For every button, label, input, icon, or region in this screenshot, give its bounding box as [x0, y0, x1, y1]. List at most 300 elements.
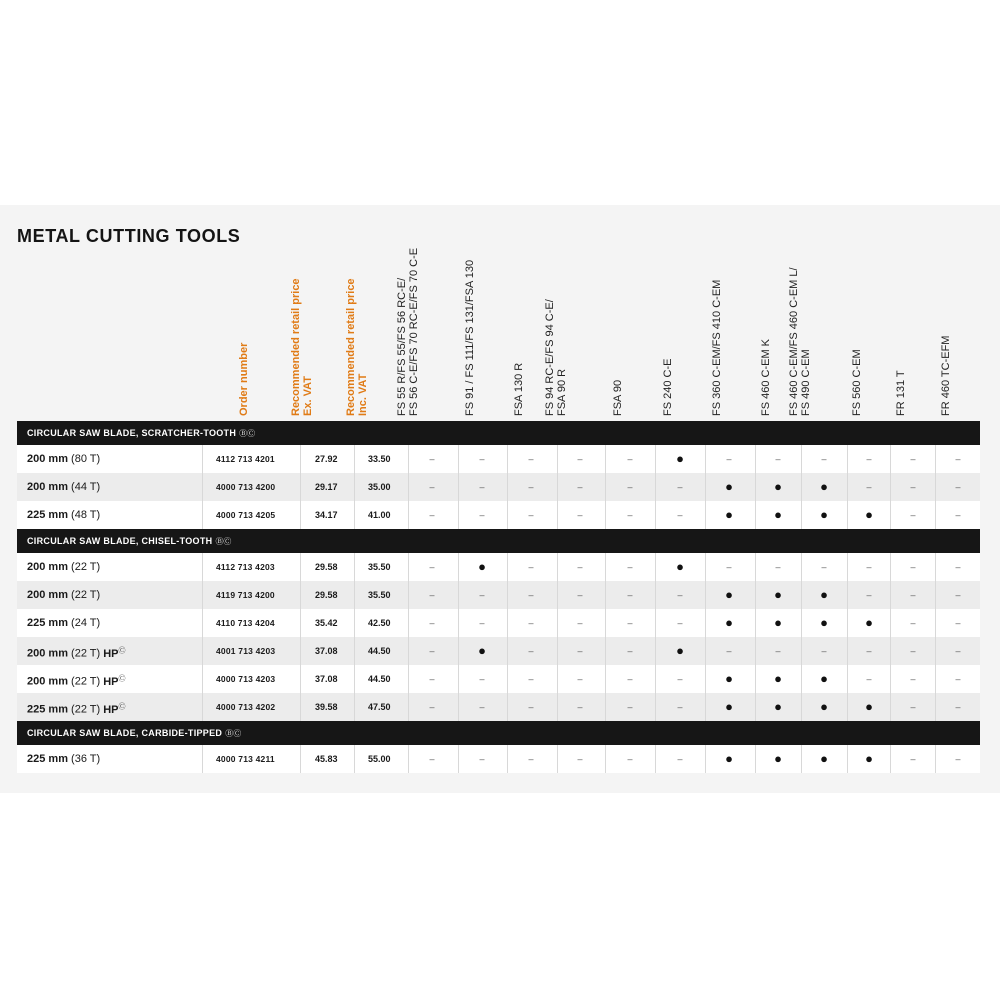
- column-divider: [801, 609, 802, 637]
- section-header: [17, 421, 980, 445]
- column-divider: [890, 745, 891, 773]
- not-compatible-dash-icon: –: [479, 482, 485, 492]
- column-divider: [705, 693, 706, 721]
- column-divider: [755, 501, 756, 529]
- not-compatible-dash-icon: –: [429, 674, 435, 684]
- order-number: 4001 713 4203: [216, 646, 276, 656]
- column-divider: [300, 693, 301, 721]
- column-divider: [408, 553, 409, 581]
- price-ex-vat: 34.17: [315, 510, 338, 520]
- not-compatible-dash-icon: –: [429, 754, 435, 764]
- not-compatible-dash-icon: –: [866, 674, 872, 684]
- column-divider: [458, 745, 459, 773]
- not-compatible-dash-icon: –: [429, 590, 435, 600]
- not-compatible-dash-icon: –: [429, 702, 435, 712]
- column-divider: [847, 581, 848, 609]
- not-compatible-dash-icon: –: [528, 562, 534, 572]
- order-number: 4000 713 4211: [216, 754, 275, 764]
- column-divider: [605, 445, 606, 473]
- column-divider: [458, 553, 459, 581]
- column-divider: [755, 473, 756, 501]
- column-divider: [458, 637, 459, 665]
- column-divider: [202, 693, 203, 721]
- price-inc-vat: 44.50: [368, 646, 391, 656]
- table-row: [17, 501, 980, 529]
- column-divider: [801, 637, 802, 665]
- column-divider: [507, 553, 508, 581]
- column-divider: [557, 693, 558, 721]
- column-divider: [935, 553, 936, 581]
- not-compatible-dash-icon: –: [910, 590, 916, 600]
- not-compatible-dash-icon: –: [528, 618, 534, 628]
- not-compatible-dash-icon: –: [910, 646, 916, 656]
- not-compatible-dash-icon: –: [866, 482, 872, 492]
- column-divider: [755, 693, 756, 721]
- column-divider: [408, 501, 409, 529]
- not-compatible-dash-icon: –: [627, 454, 633, 464]
- column-divider: [507, 501, 508, 529]
- blade-size: [27, 745, 100, 773]
- section-symbols: ⒷⒸ: [215, 537, 232, 546]
- blade-size: [27, 445, 100, 473]
- column-divider: [300, 745, 301, 773]
- not-compatible-dash-icon: –: [910, 510, 916, 520]
- price-ex-vat: 45.83: [315, 754, 338, 764]
- not-compatible-dash-icon: –: [910, 674, 916, 684]
- column-divider: [655, 609, 656, 637]
- price-inc-vat: 35.50: [368, 562, 391, 572]
- column-divider: [408, 445, 409, 473]
- blade-diameter: 225 mm: [27, 703, 68, 716]
- column-divider: [507, 665, 508, 693]
- blade-size: [27, 581, 100, 609]
- column-divider: [705, 745, 706, 773]
- column-divider: [408, 473, 409, 501]
- not-compatible-dash-icon: –: [577, 510, 583, 520]
- compatible-dot-icon: ●: [820, 587, 828, 602]
- price-inc-vat: 47.50: [368, 702, 391, 712]
- not-compatible-dash-icon: –: [910, 562, 916, 572]
- not-compatible-dash-icon: –: [775, 646, 781, 656]
- column-divider: [847, 501, 848, 529]
- column-divider: [847, 553, 848, 581]
- table-row: [17, 745, 980, 773]
- column-divider: [890, 473, 891, 501]
- column-divider: [507, 745, 508, 773]
- column-divider: [705, 665, 706, 693]
- not-compatible-dash-icon: –: [577, 590, 583, 600]
- column-divider: [300, 609, 301, 637]
- blade-teeth: (22 T): [67, 647, 101, 660]
- column-divider: [354, 445, 355, 473]
- blade-size: [27, 609, 100, 637]
- column-divider: [408, 581, 409, 609]
- not-compatible-dash-icon: –: [866, 646, 872, 656]
- column-divider: [935, 473, 936, 501]
- not-compatible-dash-icon: –: [479, 510, 485, 520]
- section-header: [17, 529, 980, 553]
- column-divider: [458, 581, 459, 609]
- column-divider: [935, 745, 936, 773]
- not-compatible-dash-icon: –: [479, 618, 485, 628]
- blade-teeth: (22 T): [67, 561, 101, 573]
- column-divider: [202, 637, 203, 665]
- column-divider: [605, 693, 606, 721]
- compatible-dot-icon: ●: [676, 451, 684, 466]
- not-compatible-dash-icon: –: [429, 618, 435, 628]
- table-row: [17, 637, 980, 665]
- not-compatible-dash-icon: –: [577, 646, 583, 656]
- column-divider: [847, 473, 848, 501]
- not-compatible-dash-icon: –: [627, 618, 633, 628]
- column-divider: [557, 581, 558, 609]
- column-divider: [655, 501, 656, 529]
- compatible-dot-icon: ●: [820, 699, 828, 714]
- not-compatible-dash-icon: –: [726, 454, 732, 464]
- compatible-dot-icon: ●: [774, 615, 782, 630]
- column-divider: [655, 665, 656, 693]
- not-compatible-dash-icon: –: [479, 590, 485, 600]
- not-compatible-dash-icon: –: [677, 674, 683, 684]
- not-compatible-dash-icon: –: [528, 702, 534, 712]
- column-divider: [605, 637, 606, 665]
- not-compatible-dash-icon: –: [726, 646, 732, 656]
- blade-diameter: 225 mm: [27, 753, 68, 765]
- column-divider: [202, 473, 203, 501]
- column-divider: [354, 665, 355, 693]
- order-number: 4119 713 4200: [216, 590, 275, 600]
- compatible-dot-icon: ●: [725, 507, 733, 522]
- not-compatible-dash-icon: –: [955, 646, 961, 656]
- column-divider: [557, 501, 558, 529]
- column-divider: [300, 553, 301, 581]
- not-compatible-dash-icon: –: [955, 674, 961, 684]
- column-divider: [801, 445, 802, 473]
- column-divider: [935, 501, 936, 529]
- not-compatible-dash-icon: –: [627, 754, 633, 764]
- column-divider: [705, 637, 706, 665]
- blade-size: [27, 501, 100, 529]
- column-divider: [507, 581, 508, 609]
- not-compatible-dash-icon: –: [429, 510, 435, 520]
- compatible-dot-icon: ●: [865, 507, 873, 522]
- compatible-dot-icon: ●: [820, 671, 828, 686]
- not-compatible-dash-icon: –: [577, 702, 583, 712]
- column-divider: [605, 665, 606, 693]
- column-divider: [801, 665, 802, 693]
- hp-symbol-icon: Ⓒ: [118, 675, 126, 682]
- page-title: METAL CUTTING TOOLS: [17, 226, 241, 246]
- column-divider: [605, 581, 606, 609]
- column-divider: [935, 609, 936, 637]
- column-divider: [801, 553, 802, 581]
- table-row: [17, 693, 980, 721]
- column-divider: [705, 445, 706, 473]
- price-inc-vat: 55.00: [368, 754, 391, 764]
- column-divider: [354, 693, 355, 721]
- price-ex-vat: 37.08: [315, 646, 338, 656]
- column-divider: [655, 445, 656, 473]
- table-row: [17, 665, 980, 693]
- not-compatible-dash-icon: –: [479, 702, 485, 712]
- price-inc-vat: 41.00: [368, 510, 391, 520]
- column-divider: [408, 609, 409, 637]
- not-compatible-dash-icon: –: [528, 454, 534, 464]
- blade-teeth: (48 T): [67, 509, 101, 521]
- column-divider: [354, 553, 355, 581]
- blade-teeth: (22 T): [67, 675, 101, 688]
- compatible-dot-icon: ●: [820, 615, 828, 630]
- column-divider: [755, 553, 756, 581]
- not-compatible-dash-icon: –: [627, 562, 633, 572]
- price-ex-vat: 27.92: [315, 454, 338, 464]
- column-divider: [557, 665, 558, 693]
- column-divider: [847, 445, 848, 473]
- column-divider: [655, 473, 656, 501]
- column-divider: [847, 693, 848, 721]
- column-divider: [354, 581, 355, 609]
- column-divider: [300, 637, 301, 665]
- column-divider: [354, 473, 355, 501]
- order-number: 4112 713 4203: [216, 562, 275, 572]
- not-compatible-dash-icon: –: [577, 454, 583, 464]
- column-divider: [890, 581, 891, 609]
- not-compatible-dash-icon: –: [677, 618, 683, 628]
- order-number: 4000 713 4202: [216, 702, 276, 712]
- price-ex-vat: 29.58: [315, 590, 338, 600]
- not-compatible-dash-icon: –: [627, 646, 633, 656]
- column-divider: [507, 445, 508, 473]
- not-compatible-dash-icon: –: [955, 454, 961, 464]
- not-compatible-dash-icon: –: [955, 510, 961, 520]
- column-divider: [755, 445, 756, 473]
- table-row: [17, 609, 980, 637]
- not-compatible-dash-icon: –: [955, 702, 961, 712]
- column-divider: [755, 665, 756, 693]
- column-divider: [458, 693, 459, 721]
- not-compatible-dash-icon: –: [821, 454, 827, 464]
- column-divider: [300, 581, 301, 609]
- compatible-dot-icon: ●: [725, 751, 733, 766]
- column-divider: [557, 637, 558, 665]
- column-divider: [705, 473, 706, 501]
- compatible-dot-icon: ●: [774, 671, 782, 686]
- blade-diameter: 200 mm: [27, 561, 68, 573]
- column-divider: [458, 609, 459, 637]
- not-compatible-dash-icon: –: [577, 562, 583, 572]
- column-divider: [300, 501, 301, 529]
- not-compatible-dash-icon: –: [677, 482, 683, 492]
- column-divider: [408, 665, 409, 693]
- column-divider: [354, 609, 355, 637]
- not-compatible-dash-icon: –: [955, 590, 961, 600]
- column-divider: [801, 693, 802, 721]
- column-divider: [847, 609, 848, 637]
- not-compatible-dash-icon: –: [429, 646, 435, 656]
- compatible-dot-icon: ●: [774, 587, 782, 602]
- compatible-dot-icon: ●: [676, 559, 684, 574]
- not-compatible-dash-icon: –: [677, 590, 683, 600]
- column-divider: [801, 581, 802, 609]
- price-inc-vat: 33.50: [368, 454, 391, 464]
- price-inc-vat: 42.50: [368, 618, 391, 628]
- column-divider: [801, 473, 802, 501]
- price-inc-vat: 35.00: [368, 482, 391, 492]
- hp-label: HPⒸ: [103, 675, 126, 688]
- not-compatible-dash-icon: –: [955, 562, 961, 572]
- blade-diameter: 225 mm: [27, 509, 68, 521]
- column-divider: [507, 637, 508, 665]
- column-divider: [801, 745, 802, 773]
- column-divider: [605, 473, 606, 501]
- column-divider: [890, 637, 891, 665]
- section-symbols: ⒷⒸ: [225, 729, 242, 738]
- column-divider: [655, 553, 656, 581]
- blade-diameter: 200 mm: [27, 481, 68, 493]
- not-compatible-dash-icon: –: [577, 618, 583, 628]
- not-compatible-dash-icon: –: [775, 562, 781, 572]
- column-divider: [300, 473, 301, 501]
- not-compatible-dash-icon: –: [726, 562, 732, 572]
- column-divider: [755, 745, 756, 773]
- column-divider: [354, 637, 355, 665]
- column-divider: [507, 609, 508, 637]
- column-divider: [847, 637, 848, 665]
- section-symbols: ⒷⒸ: [239, 429, 256, 438]
- order-number: 4000 713 4203: [216, 674, 276, 684]
- blade-diameter: 200 mm: [27, 589, 68, 601]
- not-compatible-dash-icon: –: [677, 702, 683, 712]
- column-divider: [202, 609, 203, 637]
- price-ex-vat: 35.42: [315, 618, 338, 628]
- column-divider: [890, 693, 891, 721]
- blade-teeth: (44 T): [67, 481, 101, 493]
- column-divider: [408, 637, 409, 665]
- column-divider: [557, 745, 558, 773]
- not-compatible-dash-icon: –: [479, 454, 485, 464]
- column-divider: [755, 581, 756, 609]
- column-divider: [705, 501, 706, 529]
- compatible-dot-icon: ●: [865, 699, 873, 714]
- column-divider: [354, 501, 355, 529]
- not-compatible-dash-icon: –: [528, 646, 534, 656]
- not-compatible-dash-icon: –: [528, 482, 534, 492]
- blade-teeth: (36 T): [67, 753, 101, 765]
- price-ex-vat: 29.17: [315, 482, 338, 492]
- compatible-dot-icon: ●: [820, 507, 828, 522]
- not-compatible-dash-icon: –: [627, 590, 633, 600]
- column-divider: [605, 553, 606, 581]
- not-compatible-dash-icon: –: [775, 454, 781, 464]
- column-divider: [655, 581, 656, 609]
- table-row: [17, 553, 980, 581]
- column-divider: [354, 745, 355, 773]
- column-divider: [605, 745, 606, 773]
- not-compatible-dash-icon: –: [866, 590, 872, 600]
- not-compatible-dash-icon: –: [910, 482, 916, 492]
- not-compatible-dash-icon: –: [528, 754, 534, 764]
- blade-diameter: 200 mm: [27, 453, 68, 465]
- not-compatible-dash-icon: –: [528, 510, 534, 520]
- column-divider: [847, 665, 848, 693]
- blade-size: [27, 473, 100, 501]
- hp-symbol-icon: Ⓒ: [118, 647, 126, 654]
- blade-teeth: (80 T): [67, 453, 101, 465]
- column-divider: [300, 665, 301, 693]
- not-compatible-dash-icon: –: [627, 702, 633, 712]
- blade-diameter: 225 mm: [27, 617, 68, 629]
- section-header: [17, 721, 980, 745]
- column-divider: [557, 609, 558, 637]
- not-compatible-dash-icon: –: [821, 562, 827, 572]
- not-compatible-dash-icon: –: [627, 482, 633, 492]
- not-compatible-dash-icon: –: [528, 674, 534, 684]
- blade-teeth: (24 T): [67, 617, 101, 629]
- blade-teeth: (22 T): [67, 703, 101, 716]
- blade-teeth: (22 T): [67, 589, 101, 601]
- column-divider: [935, 693, 936, 721]
- column-divider: [408, 745, 409, 773]
- column-divider: [202, 501, 203, 529]
- not-compatible-dash-icon: –: [910, 618, 916, 628]
- hp-label: HPⒸ: [103, 647, 126, 660]
- table-row: [17, 473, 980, 501]
- blade-diameter: 200 mm: [27, 647, 68, 660]
- blade-diameter: 200 mm: [27, 675, 68, 688]
- column-divider: [458, 665, 459, 693]
- compatible-dot-icon: ●: [725, 479, 733, 494]
- compatible-dot-icon: ●: [478, 559, 486, 574]
- column-divider: [655, 637, 656, 665]
- compatible-dot-icon: ●: [774, 751, 782, 766]
- compatible-dot-icon: ●: [725, 699, 733, 714]
- column-divider: [935, 665, 936, 693]
- order-number: 4112 713 4201: [216, 454, 275, 464]
- not-compatible-dash-icon: –: [866, 454, 872, 464]
- compatible-dot-icon: ●: [865, 751, 873, 766]
- price-inc-vat: 44.50: [368, 674, 391, 684]
- column-divider: [890, 553, 891, 581]
- column-divider: [935, 581, 936, 609]
- not-compatible-dash-icon: –: [577, 482, 583, 492]
- compatible-dot-icon: ●: [725, 671, 733, 686]
- blade-size: [27, 693, 125, 721]
- column-divider: [755, 637, 756, 665]
- not-compatible-dash-icon: –: [955, 754, 961, 764]
- column-divider: [655, 745, 656, 773]
- hp-symbol-icon: Ⓒ: [118, 703, 126, 710]
- compatible-dot-icon: ●: [774, 699, 782, 714]
- order-number: 4110 713 4204: [216, 618, 275, 628]
- not-compatible-dash-icon: –: [677, 754, 683, 764]
- price-ex-vat: 39.58: [315, 702, 338, 712]
- column-divider: [935, 637, 936, 665]
- order-number: 4000 713 4205: [216, 510, 276, 520]
- compatible-dot-icon: ●: [774, 507, 782, 522]
- price-inc-vat: 35.50: [368, 590, 391, 600]
- column-divider: [300, 445, 301, 473]
- column-divider: [935, 445, 936, 473]
- blade-size: [27, 553, 100, 581]
- column-divider: [507, 693, 508, 721]
- price-ex-vat: 29.58: [315, 562, 338, 572]
- column-divider: [605, 609, 606, 637]
- not-compatible-dash-icon: –: [910, 454, 916, 464]
- table-row: [17, 581, 980, 609]
- blade-size: [27, 665, 125, 693]
- column-divider: [458, 445, 459, 473]
- compatible-dot-icon: ●: [725, 587, 733, 602]
